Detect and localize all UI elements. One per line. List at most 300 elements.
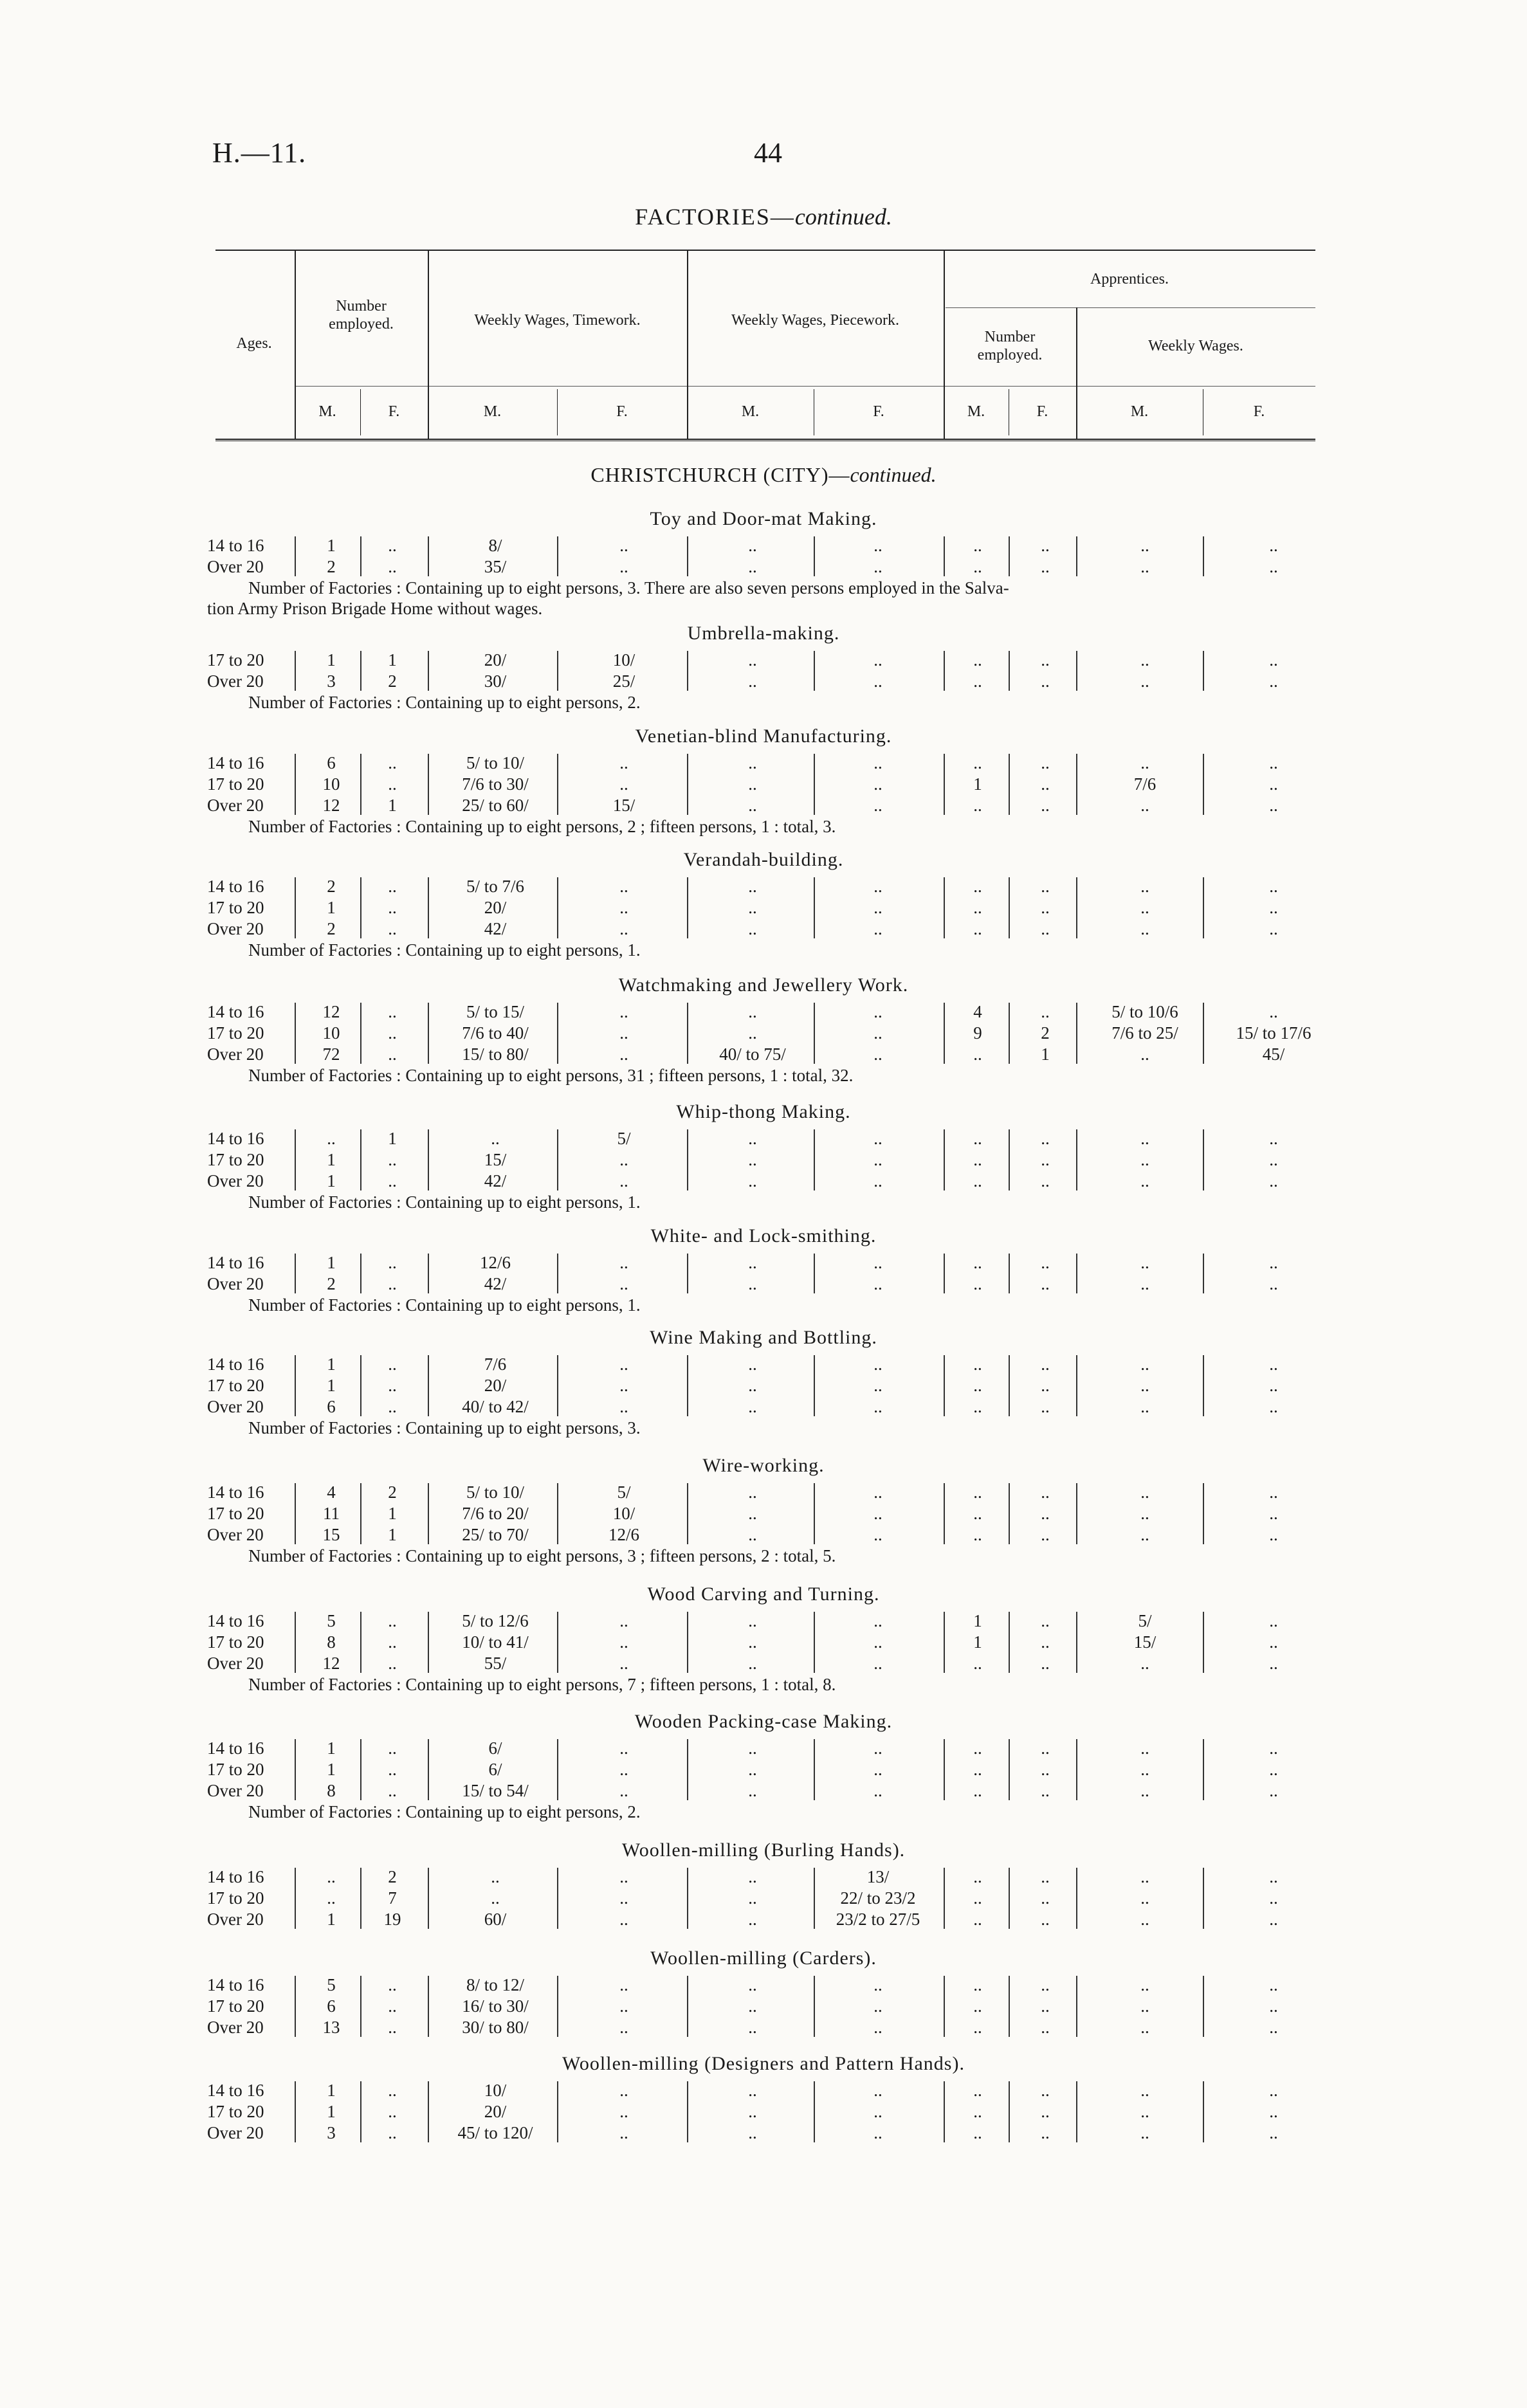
number-employed-male: 6 — [327, 1996, 336, 2016]
age-group: 17 to 20 — [207, 898, 264, 917]
apprentices-wage-male: .. — [1140, 650, 1149, 670]
column-rule — [687, 536, 688, 576]
piecework-wage-female: .. — [873, 774, 882, 794]
piecework-wage-female: .. — [873, 1354, 882, 1374]
column-rule — [1076, 1254, 1077, 1293]
apprentices-number-male: .. — [973, 1760, 982, 1779]
timework-wage-female: 5/ — [617, 1129, 631, 1148]
section-title: Watchmaking and Jewellery Work. — [618, 974, 909, 996]
timework-wage-male: 7/6 to 30/ — [462, 774, 529, 794]
number-employed-female: .. — [388, 1171, 397, 1190]
column-rule — [1009, 1355, 1010, 1416]
age-group: 17 to 20 — [207, 1996, 264, 2016]
column-rule — [1009, 1612, 1010, 1673]
piecework-wage-male: .. — [748, 650, 757, 670]
timework-wage-female: 10/ — [612, 1504, 635, 1523]
apprentices-wage-female: .. — [1269, 1888, 1278, 1908]
column-rule — [295, 2081, 296, 2142]
column-rule — [295, 651, 296, 691]
apprentices-wage-female: .. — [1269, 1525, 1278, 1544]
column-rule — [557, 754, 558, 815]
table-row — [0, 1396, 1527, 1418]
piecework-wage-male: .. — [748, 1867, 757, 1886]
timework-wage-male: 5/ to 10/ — [466, 1482, 524, 1502]
apprentices-wage-male: .. — [1140, 898, 1149, 917]
section-title: Woollen-milling (Designers and Pattern Hands). — [562, 2053, 965, 2074]
column-rule — [814, 1003, 815, 1064]
apprentices-wage-male: .. — [1140, 1975, 1149, 1994]
column-rule — [814, 1612, 815, 1673]
timework-wage-male: 30/ to 80/ — [462, 2018, 529, 2037]
number-employed-female: .. — [388, 1274, 397, 1293]
timework-wage-female: 15/ — [612, 796, 635, 815]
number-employed-male: 8 — [327, 1632, 336, 1652]
column-rule — [1203, 1976, 1204, 2037]
apprentices-wage-female: 45/ — [1262, 1044, 1285, 1064]
factory-count-note: Number of Factories : Containing up to eight persons, 1. — [248, 1192, 641, 1212]
factory-count-note: Number of Factories : Containing up to eight persons, 31 ; fifteen persons, 1 : total, 32. — [248, 1066, 854, 1085]
apprentices-number-female: .. — [1041, 1002, 1050, 1021]
piecework-wage-female: .. — [873, 753, 882, 772]
apprentices-number-female: .. — [1041, 536, 1050, 555]
column-rule — [360, 1868, 361, 1929]
column-rule — [1203, 2081, 1204, 2142]
column-rule — [1009, 1254, 1010, 1293]
column-rule — [1076, 1612, 1077, 1673]
apprentices-wage-female: .. — [1269, 1910, 1278, 1929]
number-employed-female: .. — [388, 1975, 397, 1994]
piecework-wage-male: .. — [748, 2081, 757, 2100]
age-group: Over 20 — [207, 1781, 264, 1800]
table-row — [0, 2101, 1527, 2122]
apprentices-wage-male: 7/6 — [1133, 774, 1157, 794]
column-rule — [814, 1739, 815, 1800]
section-title: White- and Lock-smithing. — [650, 1225, 877, 1246]
piecework-wage-female: .. — [873, 1975, 882, 1994]
section-title: Whip-thong Making. — [676, 1101, 851, 1122]
column-rule — [428, 1129, 429, 1190]
column-rule — [360, 1129, 361, 1190]
apprentices-number-male: .. — [973, 1482, 982, 1502]
timework-wage-male: .. — [491, 1129, 500, 1148]
apprentices-wage-male: .. — [1140, 1654, 1149, 1673]
apprentices-number-male: .. — [973, 1654, 982, 1673]
timework-wage-female: .. — [619, 1996, 628, 2016]
number-employed-male: 5 — [327, 1975, 336, 1994]
apprentices-number-male: .. — [973, 2081, 982, 2100]
piecework-wage-male: .. — [748, 1150, 757, 1169]
timework-wage-female: .. — [619, 1738, 628, 1758]
timework-wage-male: .. — [491, 1867, 500, 1886]
apprentices-wage-female: .. — [1269, 1171, 1278, 1190]
table-row — [0, 1273, 1527, 1295]
apprentices-wage-female: .. — [1269, 2081, 1278, 2100]
piecework-wage-female: .. — [873, 1044, 882, 1064]
apprentices-number-male: 4 — [973, 1002, 982, 1021]
table-row — [0, 1375, 1527, 1396]
piecework-wage-female: .. — [873, 1253, 882, 1272]
apprentices-wage-male: .. — [1140, 1525, 1149, 1544]
piecework-wage-male: .. — [748, 2123, 757, 2142]
column-rule — [295, 536, 296, 576]
apprentices-wage-male: .. — [1140, 2081, 1149, 2100]
column-rule — [1009, 1003, 1010, 1064]
age-group: Over 20 — [207, 1171, 264, 1190]
table-row — [0, 1171, 1527, 1192]
header-apprentices: Apprentices. — [1090, 271, 1169, 287]
timework-wage-male: 20/ — [484, 2102, 507, 2121]
factory-count-note: Number of Factories : Containing up to eight persons, 3 ; fifteen persons, 2 : total, 5. — [248, 1546, 836, 1565]
timework-wage-female: .. — [619, 1376, 628, 1395]
piecework-wage-female: .. — [873, 1376, 882, 1395]
apprentices-wage-male: .. — [1140, 536, 1149, 555]
column-rule — [944, 754, 945, 815]
piecework-wage-female: .. — [873, 1781, 882, 1800]
apprentices-wage-female: .. — [1269, 1781, 1278, 1800]
table-row — [0, 1149, 1527, 1171]
column-rule — [1203, 1003, 1204, 1064]
apprentices-number-female: .. — [1041, 1888, 1050, 1908]
apprentices-wage-male: .. — [1140, 2102, 1149, 2121]
age-group: Over 20 — [207, 1044, 264, 1064]
apprentices-wage-male: .. — [1140, 1354, 1149, 1374]
piecework-wage-male: .. — [748, 2018, 757, 2037]
timework-wage-male: 30/ — [484, 671, 507, 691]
timework-wage-female: 12/6 — [608, 1525, 639, 1544]
piecework-wage-male: .. — [748, 2102, 757, 2121]
apprentices-wage-male: 15/ — [1133, 1632, 1157, 1652]
table-row — [0, 1866, 1527, 1888]
number-employed-male: 3 — [327, 2123, 336, 2142]
piecework-wage-male: .. — [748, 753, 757, 772]
apprentices-number-female: .. — [1041, 2102, 1050, 2121]
column-rule — [295, 1612, 296, 1673]
header-apprentices-weekly-wages: Weekly Wages. — [1148, 338, 1243, 354]
number-employed-male: 1 — [327, 898, 336, 917]
apprentices-wage-male: .. — [1140, 753, 1149, 772]
apprentices-wage-male: .. — [1140, 919, 1149, 938]
column-rule — [687, 754, 688, 815]
timework-wage-male: 8/ — [488, 536, 502, 555]
table-row — [0, 1001, 1527, 1023]
table-row — [0, 1610, 1527, 1632]
piecework-wage-female: 23/2 to 27/5 — [836, 1910, 920, 1929]
apprentices-wage-female: .. — [1269, 877, 1278, 896]
column-rule — [687, 877, 688, 938]
timework-wage-male: 35/ — [484, 557, 507, 576]
header-m: M. — [483, 403, 502, 420]
section-title: Toy and Door-mat Making. — [650, 508, 877, 529]
number-employed-male: 8 — [327, 1781, 336, 1800]
apprentices-wage-female: .. — [1269, 1632, 1278, 1652]
apprentices-wage-female: .. — [1269, 1397, 1278, 1416]
column-rule — [687, 651, 688, 691]
number-employed-male: 3 — [327, 671, 336, 691]
factory-count-note: Number of Factories : Containing up to eight persons, 1. — [248, 1295, 641, 1315]
apprentices-wage-female: .. — [1269, 1738, 1278, 1758]
factory-count-note: Number of Factories : Containing up to eight persons, 3. — [248, 1418, 641, 1437]
apprentices-number-male: .. — [973, 1975, 982, 1994]
table-row — [0, 2017, 1527, 2038]
number-employed-male: 6 — [327, 753, 336, 772]
piecework-wage-male: .. — [748, 796, 757, 815]
number-employed-female: .. — [388, 1738, 397, 1758]
column-rule — [295, 877, 296, 938]
apprentices-number-female: 1 — [1041, 1044, 1050, 1064]
table-row — [0, 774, 1527, 795]
apprentices-wage-female: .. — [1269, 1867, 1278, 1886]
page-title: FACTORIES—continued. — [635, 204, 892, 230]
document-reference: H.—11. — [212, 137, 307, 169]
column-rule — [360, 536, 361, 576]
number-employed-male: 72 — [322, 1044, 340, 1064]
column-rule — [1076, 877, 1077, 938]
timework-wage-female: .. — [619, 1023, 628, 1043]
apprentices-number-female: .. — [1041, 1738, 1050, 1758]
timework-wage-male: 5/ to 15/ — [466, 1002, 524, 1021]
column-rule — [944, 1355, 945, 1416]
apprentices-number-male: .. — [973, 2018, 982, 2037]
apprentices-number-female: .. — [1041, 1274, 1050, 1293]
column-rule — [814, 1355, 815, 1416]
age-group: 14 to 16 — [207, 1611, 264, 1630]
factory-count-note-continued: tion Army Prison Brigade Home without wages. — [207, 599, 543, 618]
table-row — [0, 1252, 1527, 1273]
column-rule — [428, 2081, 429, 2142]
apprentices-wage-male: .. — [1140, 557, 1149, 576]
number-employed-female: .. — [388, 1150, 397, 1169]
age-group: 14 to 16 — [207, 1002, 264, 1021]
timework-wage-male: 10/ to 41/ — [462, 1632, 529, 1652]
number-employed-female: .. — [388, 2123, 397, 2142]
number-employed-male: 4 — [327, 1482, 336, 1502]
table-row — [0, 876, 1527, 897]
header-weekly-wages-timework: Weekly Wages, Timework. — [474, 312, 641, 329]
number-employed-male: .. — [327, 1129, 336, 1148]
apprentices-number-female: .. — [1041, 2081, 1050, 2100]
age-group: 17 to 20 — [207, 1376, 264, 1395]
apprentices-number-male: .. — [973, 2123, 982, 2142]
timework-wage-female: .. — [619, 1253, 628, 1272]
timework-wage-male: 16/ to 30/ — [462, 1996, 529, 2016]
age-group: 14 to 16 — [207, 1975, 264, 1994]
column-rule — [360, 1254, 361, 1293]
apprentices-number-female: .. — [1041, 753, 1050, 772]
age-group: Over 20 — [207, 1910, 264, 1929]
table-row — [0, 1023, 1527, 1044]
apprentices-number-female: .. — [1041, 1975, 1050, 1994]
number-employed-female: .. — [388, 919, 397, 938]
number-employed-female: .. — [388, 1397, 397, 1416]
apprentices-number-female: .. — [1041, 1867, 1050, 1886]
age-group: 17 to 20 — [207, 2102, 264, 2121]
timework-wage-female: .. — [619, 536, 628, 555]
number-employed-male: 1 — [327, 1738, 336, 1758]
column-rule — [1203, 651, 1204, 691]
column-rule — [428, 1739, 429, 1800]
column-rule — [1009, 2081, 1010, 2142]
number-employed-male: 1 — [327, 1171, 336, 1190]
apprentices-number-female: .. — [1041, 1654, 1050, 1673]
apprentices-number-male: .. — [973, 1867, 982, 1886]
piecework-wage-female: .. — [873, 1996, 882, 2016]
column-rule — [814, 1868, 815, 1929]
column-rule — [944, 1739, 945, 1800]
number-employed-female: 1 — [388, 1525, 397, 1544]
age-group: Over 20 — [207, 2123, 264, 2142]
column-rule — [1203, 1129, 1204, 1190]
piecework-wage-male: .. — [748, 1654, 757, 1673]
number-employed-female: 1 — [388, 1504, 397, 1523]
age-group: 14 to 16 — [207, 1738, 264, 1758]
apprentices-wage-female: .. — [1269, 1996, 1278, 2016]
apprentices-number-female: .. — [1041, 1781, 1050, 1800]
number-employed-female: .. — [388, 2018, 397, 2037]
timework-wage-male: 40/ to 42/ — [462, 1397, 529, 1416]
table-row — [0, 1759, 1527, 1780]
header-ages: Ages. — [236, 335, 272, 352]
column-rule — [1009, 754, 1010, 815]
column-rule — [1203, 1739, 1204, 1800]
column-rule — [1076, 2081, 1077, 2142]
table-row — [0, 1128, 1527, 1149]
column-rule — [1009, 1739, 1010, 1800]
age-group: 17 to 20 — [207, 1023, 264, 1043]
apprentices-number-female: 2 — [1041, 1023, 1050, 1043]
header-apprentices-number: Number employed. — [977, 329, 1043, 363]
apprentices-number-male: .. — [973, 2102, 982, 2121]
age-group: Over 20 — [207, 1525, 264, 1544]
apprentices-wage-female: .. — [1269, 1354, 1278, 1374]
number-employed-female: .. — [388, 1002, 397, 1021]
column-rule — [687, 1483, 688, 1544]
column-rule — [1076, 536, 1077, 576]
table-row — [0, 1524, 1527, 1546]
timework-wage-male: 12/6 — [479, 1253, 511, 1272]
piecework-wage-female: .. — [873, 1654, 882, 1673]
apprentices-wage-female: .. — [1269, 898, 1278, 917]
table-row — [0, 650, 1527, 671]
timework-wage-male: 5/ to 7/6 — [466, 877, 524, 896]
number-employed-male: 12 — [322, 796, 340, 815]
age-group: 14 to 16 — [207, 1482, 264, 1502]
number-employed-female: .. — [388, 898, 397, 917]
column-rule — [944, 536, 945, 576]
number-employed-male: 1 — [327, 650, 336, 670]
timework-wage-male: 6/ — [488, 1738, 502, 1758]
number-employed-male: 12 — [322, 1654, 340, 1673]
column-rule — [428, 1868, 429, 1929]
apprentices-wage-male: .. — [1140, 1504, 1149, 1523]
piecework-wage-male: .. — [748, 1504, 757, 1523]
column-rule — [814, 1254, 815, 1293]
apprentices-number-male: .. — [973, 1888, 982, 1908]
apprentices-number-male: .. — [973, 1274, 982, 1293]
apprentices-number-male: .. — [973, 1910, 982, 1929]
number-employed-female: .. — [388, 536, 397, 555]
timework-wage-female: 10/ — [612, 650, 635, 670]
number-employed-male: 1 — [327, 1760, 336, 1779]
apprentices-wage-male: .. — [1140, 796, 1149, 815]
number-employed-female: .. — [388, 753, 397, 772]
apprentices-number-female: .. — [1041, 919, 1050, 938]
column-rule — [687, 1739, 688, 1800]
column-rule — [1203, 1868, 1204, 1929]
piecework-wage-female: .. — [873, 557, 882, 576]
apprentices-number-male: .. — [973, 1171, 982, 1190]
table-row — [0, 1354, 1527, 1375]
timework-wage-female: .. — [619, 1354, 628, 1374]
timework-wage-female: 25/ — [612, 671, 635, 691]
timework-wage-male: 20/ — [484, 1376, 507, 1395]
header-f: F. — [388, 403, 400, 420]
number-employed-male: 1 — [327, 536, 336, 555]
timework-wage-female: .. — [619, 1654, 628, 1673]
apprentices-number-female: .. — [1041, 650, 1050, 670]
number-employed-female: .. — [388, 1253, 397, 1272]
apprentices-number-female: .. — [1041, 1376, 1050, 1395]
timework-wage-female: .. — [619, 1910, 628, 1929]
piecework-wage-male: .. — [748, 536, 757, 555]
table-row — [0, 1044, 1527, 1065]
apprentices-number-male: 1 — [973, 1611, 982, 1630]
column-rule — [1009, 877, 1010, 938]
column-rule — [1076, 1003, 1077, 1064]
column-rule — [687, 1003, 688, 1064]
age-group: Over 20 — [207, 1274, 264, 1293]
column-rule — [557, 1254, 558, 1293]
piecework-wage-male: 40/ to 75/ — [719, 1044, 786, 1064]
column-rule — [1203, 1254, 1204, 1293]
column-rule — [428, 1254, 429, 1293]
number-employed-female: .. — [388, 1611, 397, 1630]
apprentices-wage-male: 5/ — [1138, 1611, 1152, 1630]
column-rule — [428, 1612, 429, 1673]
number-employed-female: .. — [388, 1044, 397, 1064]
column-rule — [687, 1129, 688, 1190]
piecework-wage-male: .. — [748, 1888, 757, 1908]
number-employed-female: .. — [388, 877, 397, 896]
number-employed-male: 1 — [327, 1376, 336, 1395]
column-rule — [687, 1612, 688, 1673]
apprentices-number-male: .. — [973, 753, 982, 772]
piecework-wage-female: .. — [873, 1525, 882, 1544]
apprentices-wage-male: .. — [1140, 2123, 1149, 2142]
column-rule — [428, 877, 429, 938]
column-rule — [1203, 754, 1204, 815]
column-rule — [428, 1483, 429, 1544]
apprentices-wage-female: .. — [1269, 650, 1278, 670]
apprentices-wage-male: .. — [1140, 1781, 1149, 1800]
age-group: Over 20 — [207, 1654, 264, 1673]
piecework-wage-female: .. — [873, 2123, 882, 2142]
apprentices-number-female: .. — [1041, 1760, 1050, 1779]
piecework-wage-female: .. — [873, 1738, 882, 1758]
timework-wage-female: .. — [619, 2081, 628, 2100]
table-row — [0, 671, 1527, 692]
table-row — [0, 1632, 1527, 1653]
section-title: Wire-working. — [702, 1455, 825, 1476]
column-rule — [428, 1355, 429, 1416]
column-rule — [295, 1976, 296, 2037]
piecework-wage-female: .. — [873, 1397, 882, 1416]
table-row — [0, 1909, 1527, 1930]
timework-wage-female: .. — [619, 1002, 628, 1021]
timework-wage-male: 25/ to 70/ — [462, 1525, 529, 1544]
apprentices-wage-female: .. — [1269, 1975, 1278, 1994]
apprentices-number-male: .. — [973, 1129, 982, 1148]
timework-wage-female: .. — [619, 2018, 628, 2037]
